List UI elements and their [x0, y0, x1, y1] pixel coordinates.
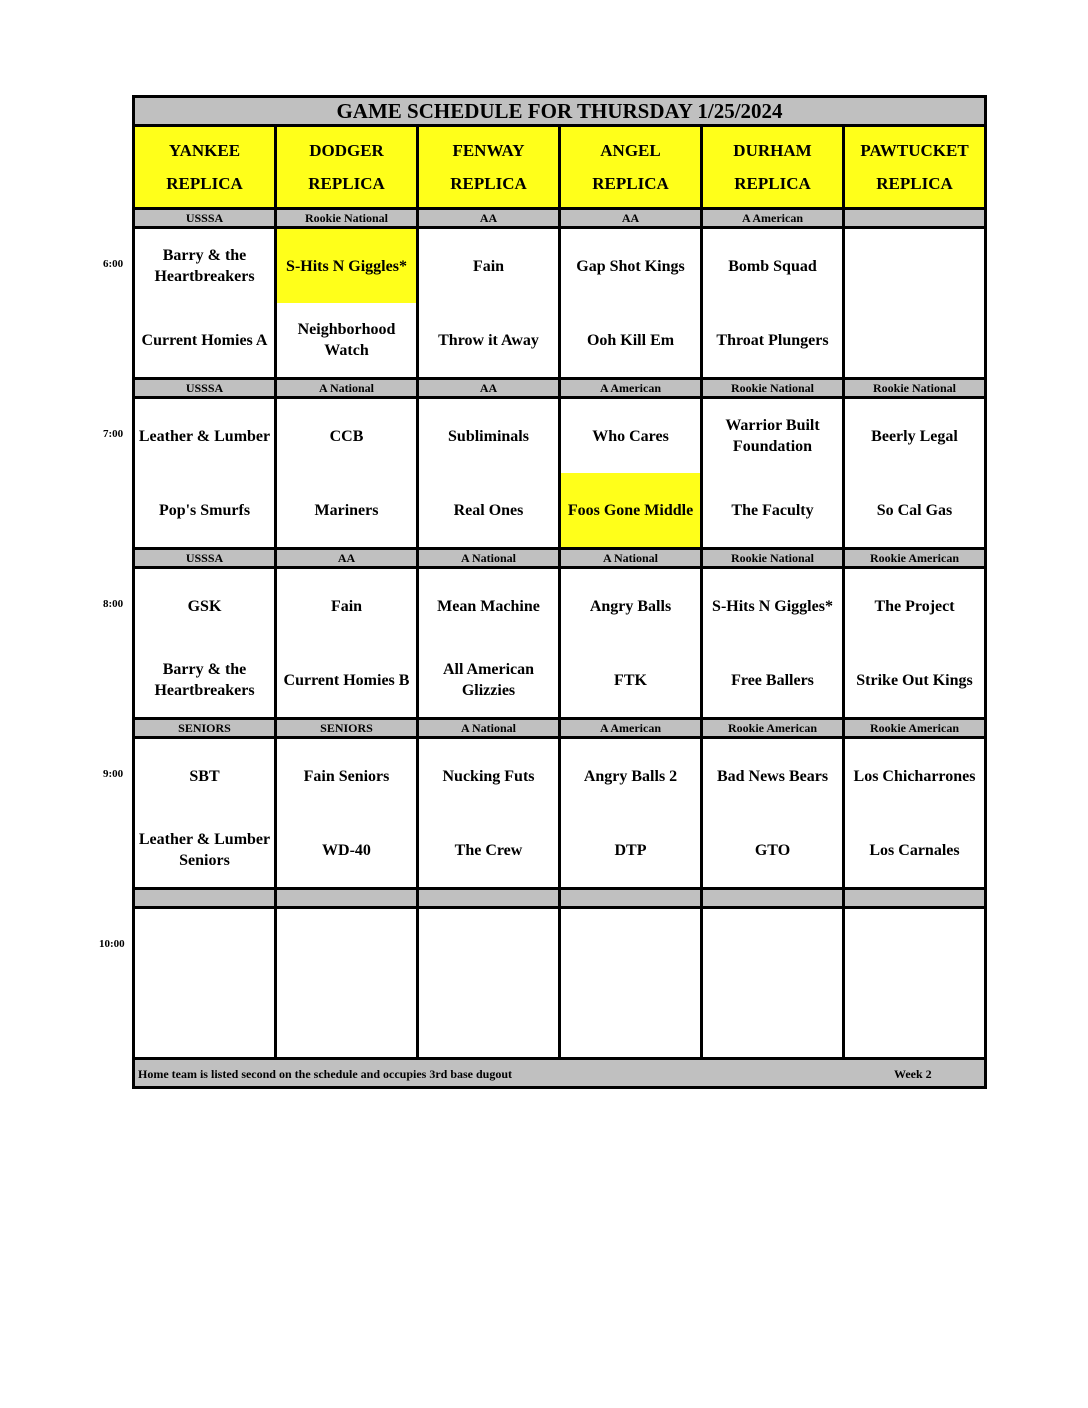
game-cell	[418, 908, 560, 1059]
home-team: Free Ballers	[731, 671, 814, 689]
field-type: REPLICA	[450, 174, 527, 193]
game-cell	[560, 398, 702, 549]
home-team: FTK	[614, 671, 647, 689]
field-header	[276, 126, 418, 209]
away-team: Beerly Legal	[871, 427, 958, 445]
away-team: S-Hits N Giggles*	[712, 597, 833, 615]
home-team: Leather & Lumber Seniors	[138, 831, 271, 869]
game-cell	[276, 568, 418, 719]
away-team: Angry Balls	[589, 597, 672, 615]
division-label: AA	[418, 209, 560, 228]
home-team	[845, 303, 984, 377]
game-cell	[702, 568, 844, 719]
division-label: Rookie National	[702, 379, 844, 398]
time-label: 7:00	[103, 427, 124, 440]
home-team: Strike Out Kings	[856, 671, 973, 689]
field-type: REPLICA	[166, 174, 243, 193]
time-label: 6:00	[103, 257, 124, 270]
week-label: Week 2	[894, 1067, 932, 1081]
away-team	[845, 229, 984, 303]
game-row	[134, 908, 986, 1059]
home-team: The Faculty	[731, 501, 814, 519]
division-row	[134, 889, 986, 908]
game-cell	[844, 228, 986, 379]
game-cell	[844, 738, 986, 889]
field-type: REPLICA	[592, 174, 669, 193]
away-team: Fain	[330, 597, 363, 615]
field-header-row	[134, 126, 986, 209]
field-type: REPLICA	[308, 174, 385, 193]
game-cell	[418, 738, 560, 889]
division-label: A National	[560, 549, 702, 568]
away-team: Los Chicharrones	[853, 767, 976, 785]
away-team: CCB	[329, 427, 364, 445]
division-label	[702, 889, 844, 908]
game-cell	[560, 908, 702, 1059]
game-cell	[702, 908, 844, 1059]
home-team: Current Homies A	[141, 331, 268, 349]
home-team: Mariners	[314, 501, 379, 519]
division-label: Rookie National	[702, 549, 844, 568]
field-name: ANGEL	[600, 141, 661, 160]
field-header	[134, 126, 276, 209]
away-team: Who Cares	[592, 427, 669, 445]
division-label: A American	[702, 209, 844, 228]
division-label: AA	[276, 549, 418, 568]
home-team: Pop's Smurfs	[158, 501, 251, 519]
away-team: Leather & Lumber	[138, 427, 271, 445]
game-cell	[134, 738, 276, 889]
game-cell	[276, 398, 418, 549]
division-label: A National	[418, 549, 560, 568]
game-cell	[276, 228, 418, 379]
division-label: A National	[276, 379, 418, 398]
division-label: USSSA	[134, 549, 276, 568]
away-team: S-Hits N Giggles*	[277, 229, 416, 303]
game-row	[134, 738, 986, 889]
home-team: WD-40	[322, 841, 371, 859]
away-team: Bomb Squad	[728, 257, 817, 275]
home-team: Current Homies B	[283, 671, 410, 689]
division-label: Rookie American	[844, 719, 986, 738]
home-team: Barry & the Heartbreakers	[154, 661, 255, 699]
away-team: GSK	[187, 597, 222, 615]
away-team: Warrior Built Foundation	[725, 417, 820, 455]
division-label: Rookie National	[844, 379, 986, 398]
division-label: USSSA	[134, 209, 276, 228]
division-label	[844, 889, 986, 908]
division-label: A American	[560, 719, 702, 738]
field-name: PAWTUCKET	[860, 141, 969, 160]
time-label: 8:00	[103, 597, 124, 610]
away-team: Angry Balls 2	[583, 767, 678, 785]
division-row	[134, 379, 986, 398]
division-row	[134, 209, 986, 228]
field-name: YANKEE	[168, 141, 241, 160]
field-name: DODGER	[309, 141, 384, 160]
game-cell	[844, 398, 986, 549]
field-header	[418, 126, 560, 209]
game-cell	[560, 568, 702, 719]
division-label	[418, 889, 560, 908]
game-cell	[418, 228, 560, 379]
field-type: REPLICA	[734, 174, 811, 193]
field-header	[844, 126, 986, 209]
game-cell	[844, 908, 986, 1059]
schedule-title: GAME SCHEDULE FOR THURSDAY 1/25/2024	[134, 97, 986, 126]
away-team: Gap Shot Kings	[576, 257, 685, 275]
time-label: 9:00	[103, 767, 124, 780]
home-team: Ooh Kill Em	[586, 331, 675, 349]
home-team: DTP	[614, 841, 647, 859]
away-team: Fain	[472, 257, 505, 275]
field-type: REPLICA	[876, 174, 953, 193]
division-label: AA	[560, 209, 702, 228]
home-team: Real Ones	[453, 501, 524, 519]
game-cell	[134, 908, 276, 1059]
home-team: The Crew	[454, 841, 523, 859]
division-label: SENIORS	[276, 719, 418, 738]
field-header	[560, 126, 702, 209]
division-label: A National	[418, 719, 560, 738]
division-row	[134, 719, 986, 738]
schedule-table	[132, 95, 987, 1089]
footer-row	[134, 1059, 986, 1088]
time-label: 10:00	[99, 937, 125, 950]
division-label: Rookie National	[276, 209, 418, 228]
division-row	[134, 549, 986, 568]
away-team: Bad News Bears	[716, 767, 829, 785]
field-name: FENWAY	[452, 141, 525, 160]
footer	[134, 1059, 986, 1088]
game-row	[134, 228, 986, 379]
division-label	[276, 889, 418, 908]
home-team: GTO	[754, 841, 791, 859]
home-team: Throw it Away	[438, 331, 539, 349]
home-team: Neighborhood Watch	[297, 321, 396, 359]
home-team: Throat Plungers	[716, 331, 829, 349]
away-team: SBT	[189, 767, 220, 785]
division-label	[844, 209, 986, 228]
division-label: A American	[560, 379, 702, 398]
game-cell	[134, 398, 276, 549]
home-team: Foos Gone Middle	[561, 473, 700, 547]
game-cell	[276, 908, 418, 1059]
home-team: Los Carnales	[869, 841, 960, 859]
game-cell	[844, 568, 986, 719]
division-label: SENIORS	[134, 719, 276, 738]
away-team: The Project	[874, 597, 955, 615]
away-team: Fain Seniors	[303, 767, 390, 785]
away-team: Mean Machine	[437, 597, 540, 615]
division-label: USSSA	[134, 379, 276, 398]
away-team: Nucking Futs	[442, 767, 535, 785]
game-row	[134, 568, 986, 719]
game-cell	[702, 738, 844, 889]
away-team: Subliminals	[448, 427, 529, 445]
game-cell	[560, 228, 702, 379]
division-label: Rookie American	[844, 549, 986, 568]
game-row	[134, 398, 986, 549]
game-cell	[276, 738, 418, 889]
game-cell	[560, 738, 702, 889]
footer-note: Home team is listed second on the schedule and occupies 3rd base dugout	[138, 1067, 513, 1081]
field-header	[702, 126, 844, 209]
game-cell	[418, 568, 560, 719]
game-cell	[134, 228, 276, 379]
division-label: AA	[418, 379, 560, 398]
away-team: Barry & the Heartbreakers	[154, 247, 255, 285]
home-team: All American Glizzies	[442, 661, 535, 699]
game-cell	[418, 398, 560, 549]
division-label: Rookie American	[702, 719, 844, 738]
division-label	[560, 889, 702, 908]
game-cell	[702, 228, 844, 379]
division-label	[134, 889, 276, 908]
home-team: So Cal Gas	[876, 501, 953, 519]
game-cell	[134, 568, 276, 719]
game-cell	[702, 398, 844, 549]
field-name: DURHAM	[733, 141, 812, 160]
